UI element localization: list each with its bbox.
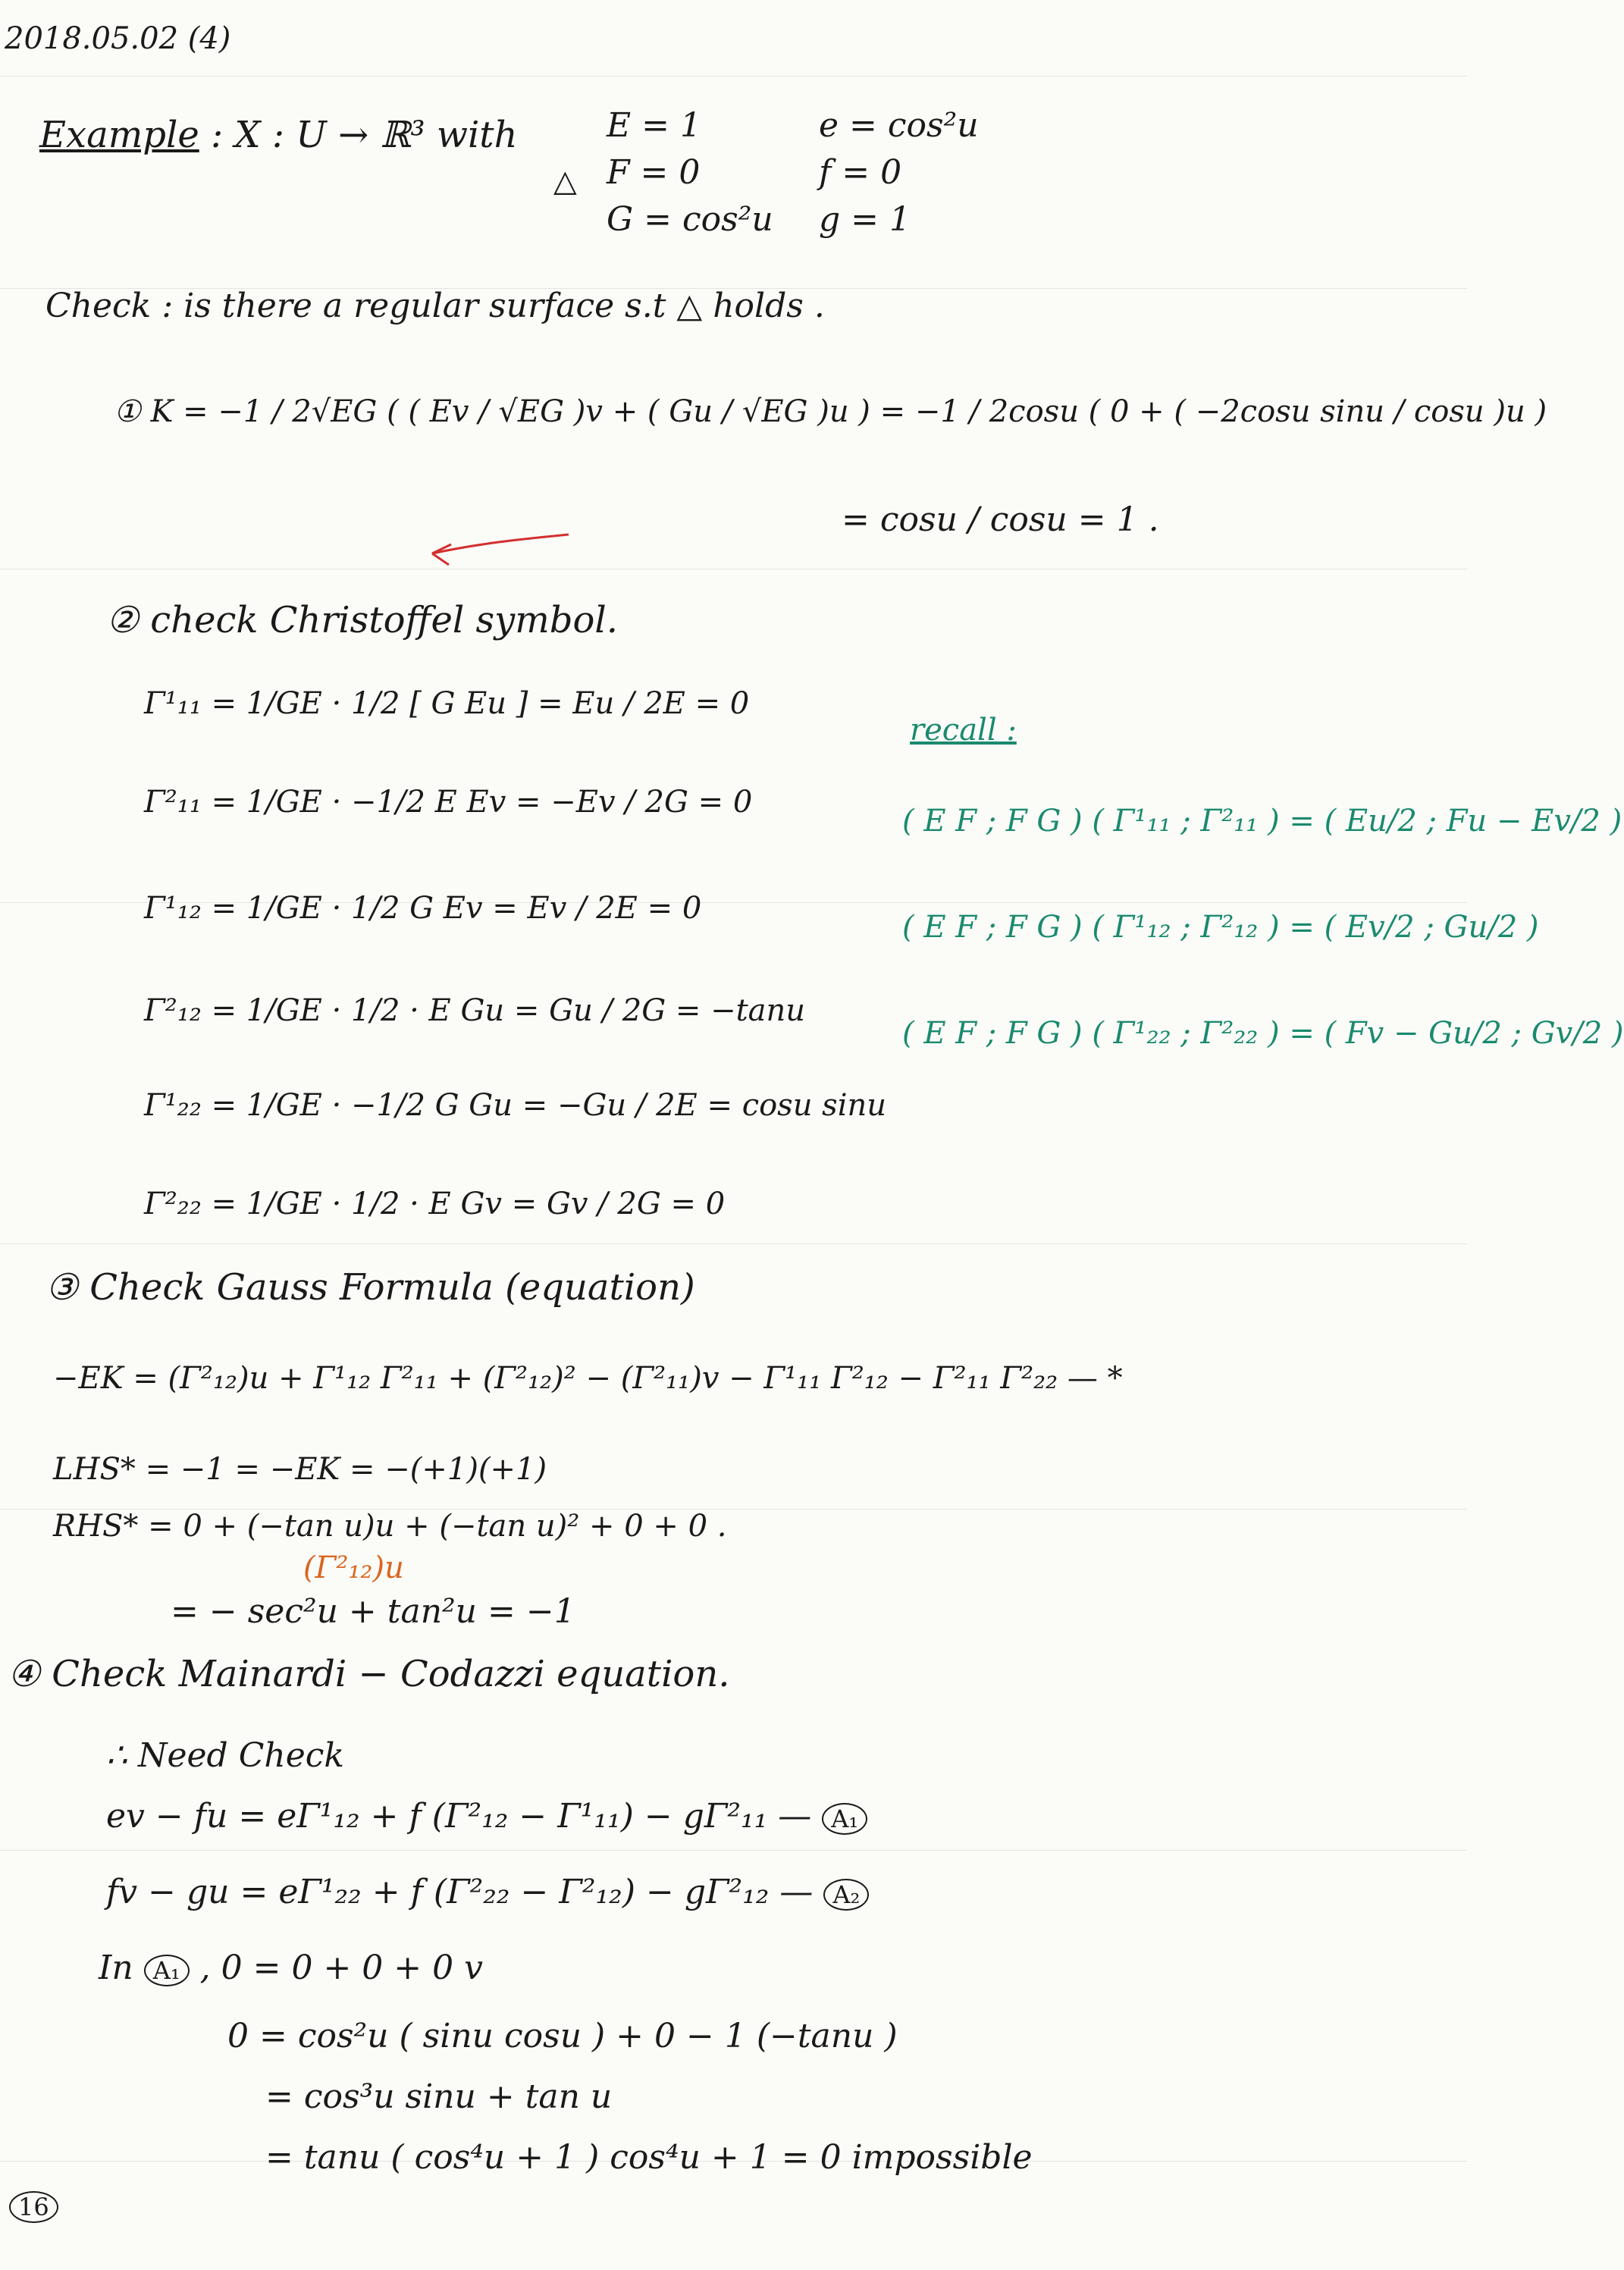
second-fundamental-form: [819, 106, 979, 247]
christoffel-title: ② check Christoffel symbol.: [106, 599, 618, 641]
page-number-value: 16: [9, 2191, 58, 2223]
codazzi-in-tag: A₁: [144, 1955, 190, 1986]
first-form-G: G = cos²u: [607, 200, 773, 239]
codazzi-eq1-text: ev − fu = eΓ¹₁₂ + f (Γ²₁₂ − Γ¹₁₁) − gΓ²₁₁ —: [106, 1797, 812, 1836]
page-number: [9, 2191, 58, 2223]
example-label: Example: [39, 114, 199, 156]
christoffel-222: Γ²₂₂ = 1/GE · 1/2 · E Gv = Gv / 2G = 0: [144, 1187, 726, 1221]
gauss-lhs: LHS* = −1 = −EK = −(+1)(+1): [53, 1452, 547, 1487]
second-form-e: e = cos²u: [819, 106, 979, 145]
codazzi-eq2-tag: A₂: [823, 1879, 869, 1911]
christoffel-212: Γ²₁₂ = 1/GE · 1/2 · E Gu = Gu / 2G = −tanu: [144, 993, 806, 1028]
triangle-marker: △: [553, 164, 577, 199]
recall-line-2: ( E F ; F G ) ( Γ¹₁₂ ; Γ²₁₂ ) = ( Ev/2 ; Gu/2 ): [902, 910, 1539, 945]
recall-title: recall :: [910, 713, 1017, 748]
codazzi-eq2: [106, 1873, 869, 1911]
codazzi-title: ④ Check Mainardi − Codazzi equation.: [8, 1653, 730, 1695]
codazzi-eq1-tag: A₁: [822, 1803, 867, 1835]
christoffel-122: Γ¹₂₂ = 1/GE · −1/2 G Gu = −Gu / 2E = cosu sinu: [144, 1088, 887, 1123]
gauss-formula: −EK = (Γ²₁₂)u + Γ¹₁₂ Γ²₁₁ + (Γ²₁₂)² − (Γ²₁₁)v − Γ¹₁₁ Γ²₁₂ − Γ²₁₁ Γ²₂₂ — *: [53, 1361, 1123, 1396]
christoffel-211: Γ²₁₁ = 1/GE · −1/2 E Ev = −Ev / 2G = 0: [144, 785, 753, 820]
gauss-rhs: RHS* = 0 + (−tan u)u + (−tan u)² + 0 + 0 .: [53, 1509, 727, 1544]
christoffel-111: Γ¹₁₁ = 1/GE · 1/2 [ G Eu ] = Eu / 2E = 0: [144, 686, 750, 721]
second-form-g: g = 1: [819, 200, 911, 239]
first-form-F: F = 0: [607, 153, 701, 192]
codazzi-line-1: 0 = cos²u ( sinu cosu ) + 0 − 1 (−tanu ): [227, 2017, 898, 2055]
curvature-line-1: ① K = −1 / 2√EG ( ( Ev / √EG )v + ( Gu / √EG )u ) = −1 / 2cosu ( 0 + ( −2cosu sinu / cosu )u ): [114, 394, 1547, 429]
codazzi-in-label: In: [99, 1949, 133, 1987]
codazzi-line-3: = tanu ( cos⁴u + 1 ) cos⁴u + 1 = 0 impossible: [265, 2138, 1033, 2177]
first-fundamental-form: [607, 106, 773, 247]
codazzi-in-rest: , 0 = 0 + 0 + 0 v: [199, 1949, 483, 1987]
codazzi-eq2-text: fv − gu = eΓ¹₂₂ + f (Γ²₂₂ − Γ²₁₂) − gΓ²₁₂ —: [106, 1873, 814, 1911]
second-form-f: f = 0: [819, 153, 902, 192]
codazzi-in-line: [99, 1949, 483, 1987]
codazzi-eq1: [106, 1797, 867, 1836]
date-header: 2018.05.02 (4): [5, 21, 231, 56]
gauss-title: ③ Check Gauss Formula (equation): [45, 1266, 695, 1309]
first-form-E: E = 1: [607, 106, 701, 145]
codazzi-line-2: = cos³u sinu + tan u: [265, 2077, 613, 2116]
red-arrow-icon: [409, 523, 576, 584]
christoffel-112: Γ¹₁₂ = 1/GE · 1/2 G Ev = Ev / 2E = 0: [144, 891, 702, 926]
gauss-rhs-note: (Γ²₁₂)u: [303, 1550, 404, 1585]
check-question: Check : is there a regular surface s.t △ holds .: [45, 287, 825, 325]
gauss-result: = − sec²u + tan²u = −1: [171, 1592, 575, 1631]
example-map: : X : U → ℝ³ with: [211, 114, 518, 156]
recall-line-1: ( E F ; F G ) ( Γ¹₁₁ ; Γ²₁₁ ) = ( Eu/2 ; Fu − Ev/2 ): [902, 804, 1622, 839]
recall-line-3: ( E F ; F G ) ( Γ¹₂₂ ; Γ²₂₂ ) = ( Fv − Gu/2 ; Gv/2 ): [902, 1016, 1624, 1051]
curvature-line-2: = cosu / cosu = 1 .: [842, 500, 1159, 539]
codazzi-need: ∴ Need Check: [106, 1736, 345, 1775]
example-line: [39, 114, 518, 156]
